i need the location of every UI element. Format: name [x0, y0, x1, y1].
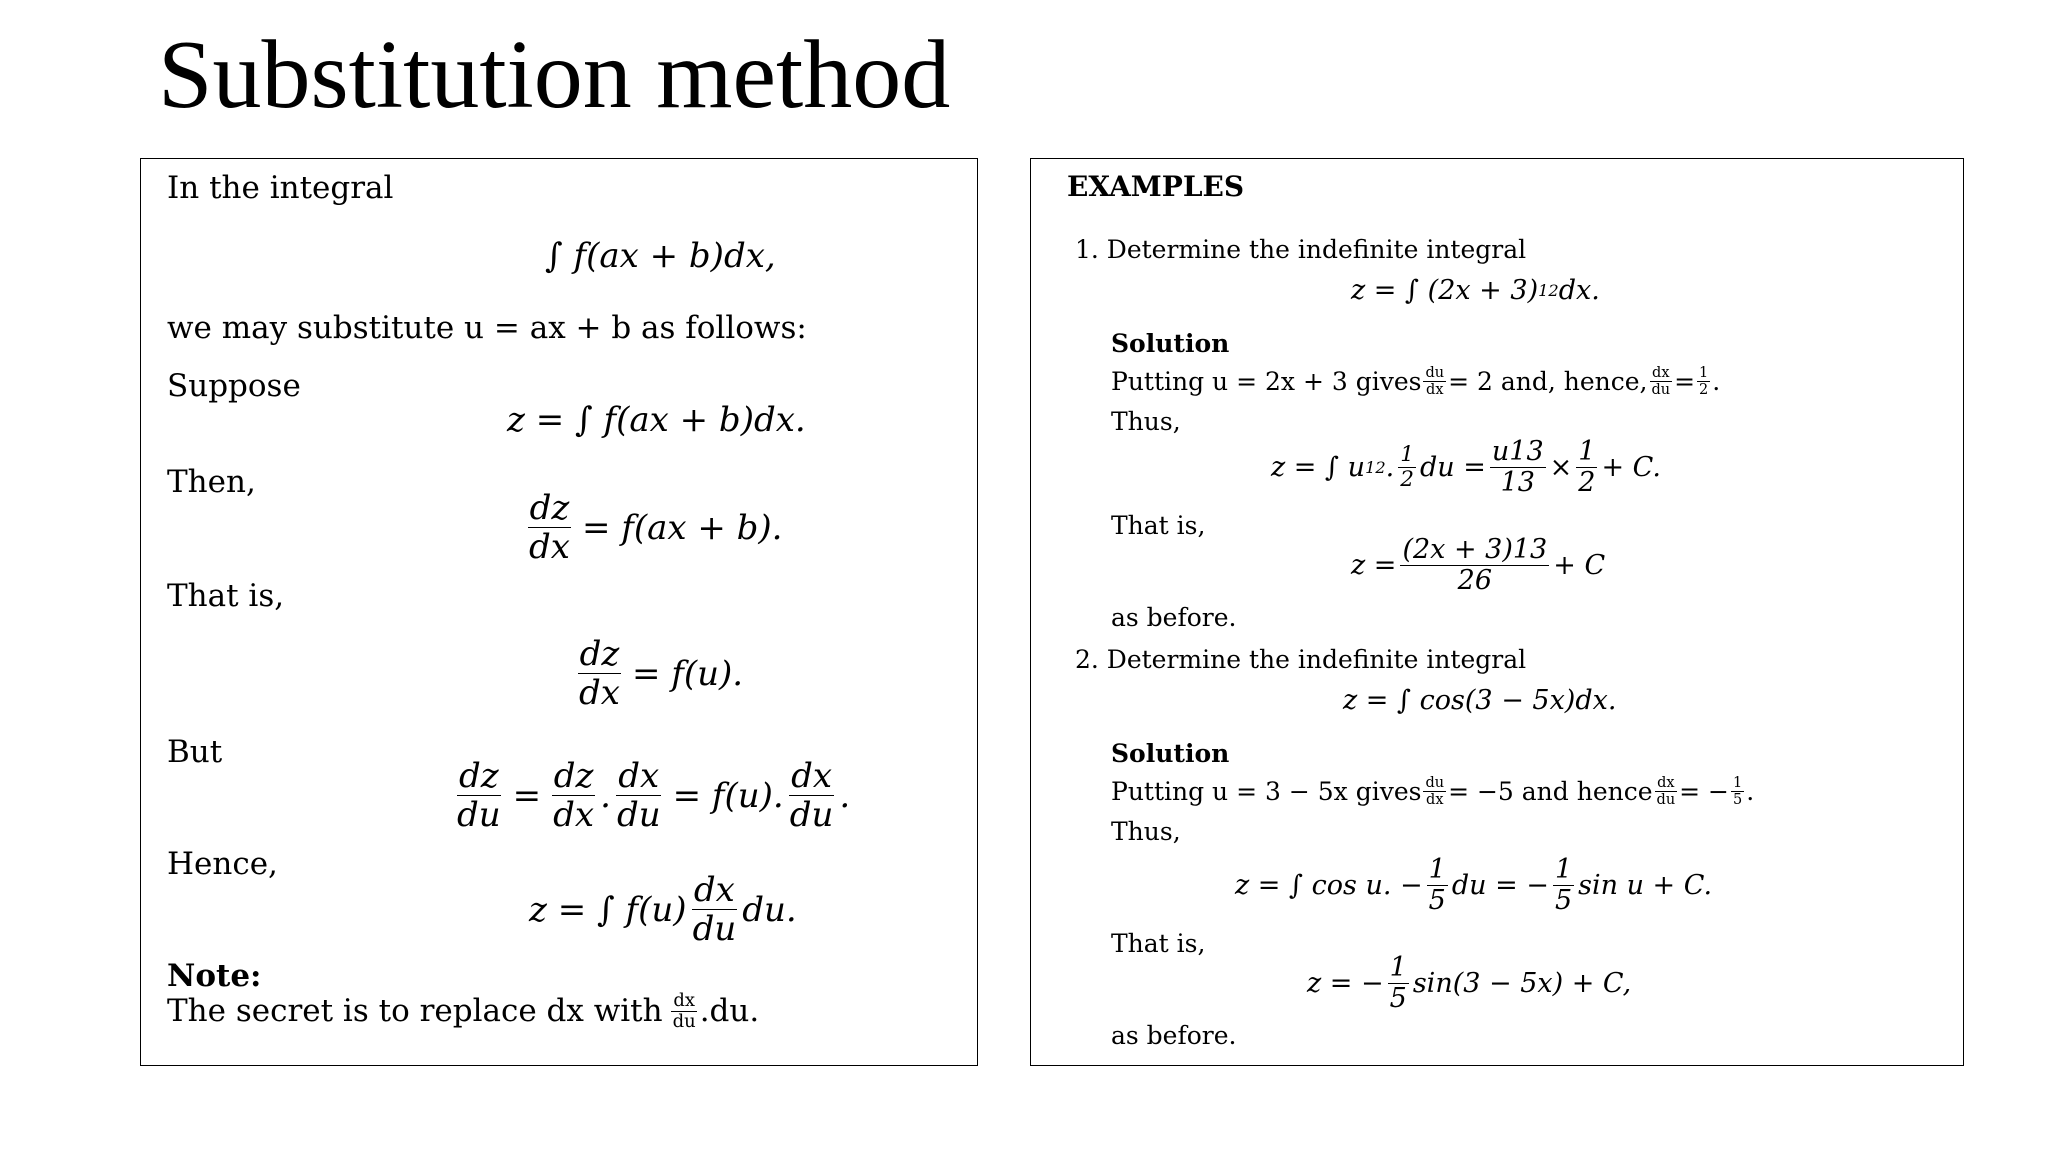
fraction-dx-du: $\frac{dx}{du}$	[692, 870, 737, 950]
fraction-one-fifth: $\frac{1}{5}$	[1428, 854, 1446, 917]
example-1-that-is: That is,	[1111, 511, 1206, 540]
example-2-that-is: That is,	[1111, 929, 1206, 958]
example-1-solution-label: Solution	[1111, 329, 1230, 358]
equation-derivative-x: $\frac{dz}{dx}$ = f(ax + b).	[529, 488, 783, 568]
example-2-integral: z = ∫ cos(3 − 5x)dx.	[1343, 685, 1617, 716]
fraction-result: $\frac{(2x + 3)13}{26}$	[1402, 534, 1548, 597]
example-1-substitution: Putting u = 2x + 3 gives $\frac{du}{dx}$ = 2 and, hence, $\frac{dx}{du}$ = $\frac{1}{2}$ .	[1111, 365, 1721, 399]
that-is-text: That is,	[167, 578, 285, 614]
example-1-integral: z = ∫ (2x + 3) 12 dx.	[1351, 275, 1600, 306]
example-2-integration: z = ∫ cos u. − $\frac{1}{5}$ du = − $\frac{1}{5}$ sin u + C.	[1235, 854, 1713, 917]
fraction-dz-dx: $\frac{dz}{dx}$	[529, 488, 570, 568]
then-text: Then,	[167, 464, 256, 500]
equation-chain-rule: $\frac{dz}{du}$ = $\frac{dz}{dx}$ . $\frac{dx}{du}$ = f(u). $\frac{dx}{du}$ .	[457, 756, 851, 836]
fraction-u13-over-13: $\frac{u13}{13}$	[1491, 436, 1544, 499]
example-2-as-before: as before.	[1111, 1021, 1237, 1050]
slide-title: Substitution method	[158, 21, 951, 129]
hence-text: Hence,	[167, 846, 278, 882]
equation-derivative-u: $\frac{dz}{dx}$ = f(u).	[579, 634, 744, 714]
fraction-one-fifth: $\frac{1}{5}$	[1389, 952, 1407, 1015]
fraction-dx-du: $\frac{dx}{du}$	[672, 990, 696, 1033]
fraction-dz-dx: $\frac{dz}{dx}$	[553, 756, 595, 836]
fraction-dx-du: $\frac{dx}{du}$	[616, 756, 661, 836]
fraction-one-half: $\frac{1}{2}$	[1699, 365, 1709, 399]
example-2-thus: Thus,	[1111, 817, 1181, 846]
intro-text: In the integral	[167, 170, 394, 206]
example-1-thus: Thus,	[1111, 407, 1181, 436]
fraction-dx-du: $\frac{dx}{du}$	[1656, 775, 1676, 809]
example-1-heading: 1. Determine the indefinite integral	[1075, 235, 1527, 264]
fraction-dx-du: $\frac{dx}{du}$	[1651, 365, 1671, 399]
examples-heading: EXAMPLES	[1067, 170, 1245, 203]
fraction-dx-du: $\frac{dx}{du}$	[789, 756, 834, 836]
example-2-result: z = − $\frac{1}{5}$ sin(3 − 5x) + C,	[1307, 952, 1632, 1015]
fraction-one-fifth: $\frac{1}{5}$	[1554, 854, 1573, 917]
note-text: The secret is to replace dx with $\frac{dx}{du}$ .du.	[167, 990, 760, 1033]
theory-panel	[140, 158, 978, 1066]
examples-panel	[1030, 158, 1964, 1066]
example-2-solution-label: Solution	[1111, 739, 1230, 768]
fraction-du-dx: $\frac{du}{dx}$	[1425, 365, 1445, 399]
suppose-text: Suppose	[167, 368, 301, 404]
substitution-text: we may substitute u = ax + b as follows:	[167, 310, 807, 346]
example-1-result: z = $\frac{(2x + 3)13}{26}$ + C	[1351, 534, 1606, 597]
example-1-as-before: as before.	[1111, 603, 1237, 632]
fraction-one-half: $\frac{1}{2}$	[1400, 442, 1415, 493]
fraction-one-half: $\frac{1}{2}$	[1578, 436, 1596, 499]
fraction-du-dx: $\frac{du}{dx}$	[1425, 775, 1445, 809]
fraction-one-fifth: $\frac{1}{5}$	[1733, 775, 1743, 809]
fraction-dz-dx: $\frac{dz}{dx}$	[579, 634, 620, 714]
example-1-integration: z = ∫ u 12 . $\frac{1}{2}$ du = $\frac{u13}{13}$ × $\frac{1}{2}$ + C.	[1271, 436, 1661, 499]
note-label: Note:	[167, 958, 262, 994]
example-2-substitution: Putting u = 3 − 5x gives $\frac{du}{dx}$ = −5 and hence $\frac{dx}{du}$ = − $\frac{1}{5}$ .	[1111, 775, 1755, 809]
equation-z-definition: z = ∫ f(ax + b)dx.	[507, 400, 806, 440]
equation-z-in-u: z = ∫ f(u) $\frac{dx}{du}$ du.	[529, 870, 797, 950]
example-2-heading: 2. Determine the indefinite integral	[1075, 645, 1527, 674]
fraction-dz-du: $\frac{dz}{du}$	[457, 756, 501, 836]
but-text: But	[167, 734, 223, 770]
equation-integral: ∫ f(ax + b)dx,	[545, 236, 776, 276]
